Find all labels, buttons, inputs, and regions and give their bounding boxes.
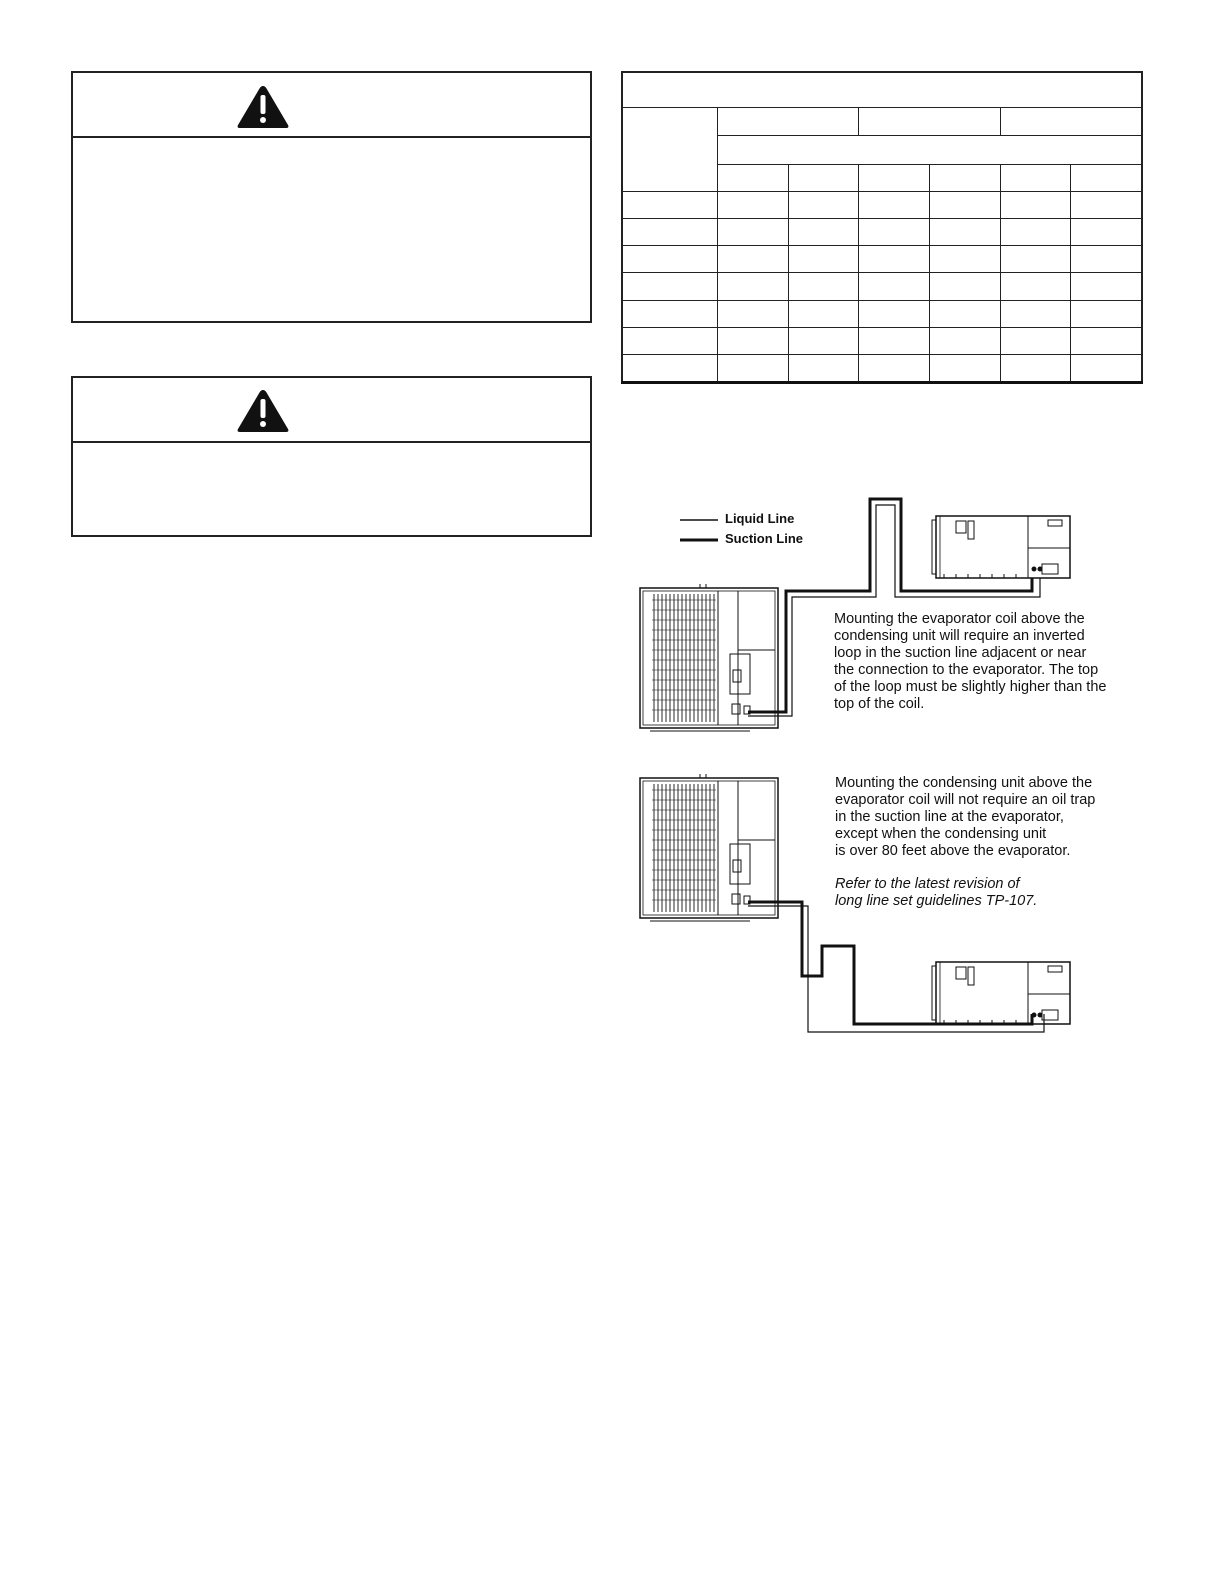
table-row — [622, 354, 1142, 382]
legend-liquid-line: Liquid Line — [725, 511, 795, 526]
table-header-cell — [929, 164, 1000, 191]
evaporator-coil-icon — [932, 962, 1070, 1024]
warning-triangle-icon — [235, 387, 291, 435]
diagram-drawing — [600, 480, 1160, 1060]
table-header-cell — [858, 164, 929, 191]
table-row — [622, 192, 1142, 219]
table-row — [622, 273, 1142, 300]
table-header-cell — [858, 107, 1000, 135]
table-title-cell — [622, 72, 1142, 107]
line-set-diagram — [600, 480, 1160, 1060]
table-header-cell — [1000, 107, 1142, 135]
line-set-table — [621, 71, 1143, 384]
table-header-cell — [1000, 164, 1070, 191]
warning-triangle-icon — [235, 83, 291, 131]
table-row — [622, 300, 1142, 327]
table-header-cell — [622, 107, 717, 191]
condensing-unit-icon — [640, 774, 778, 921]
note-evaporator-above: Mounting the evaporator coil above the condensing unit will require an inverted loop in the suction line adjacent or near the connection to the evaporator. The top of the loop must be slightly higher than the top of the coil. — [834, 611, 1107, 712]
table-header-cell — [717, 135, 1142, 164]
table-header-cell — [1070, 164, 1142, 191]
warning-box-2 — [71, 376, 592, 537]
table-row — [622, 219, 1142, 246]
table-header-cell — [717, 107, 858, 135]
tp107-reference: Refer to the latest revision of — [835, 876, 1020, 892]
table-row — [622, 327, 1142, 354]
evaporator-coil-icon — [932, 516, 1070, 578]
warning-box-1 — [71, 71, 592, 323]
condensing-unit-icon — [640, 584, 778, 731]
note-condenser-above: Mounting the condensing unit above the evaporator coil will not require an oil trap in the suction line at the evaporator, except when the condensing unit is over 80 feet above the evaporator. Refer to the latest revision of long line set guidelines TP-107. — [835, 775, 1155, 910]
legend-suction-line: Suction Line — [725, 531, 803, 546]
warning-header — [73, 378, 590, 443]
table-header-cell — [717, 164, 788, 191]
warning-header — [73, 73, 590, 138]
table-row — [622, 246, 1142, 273]
table-header-cell — [788, 164, 858, 191]
